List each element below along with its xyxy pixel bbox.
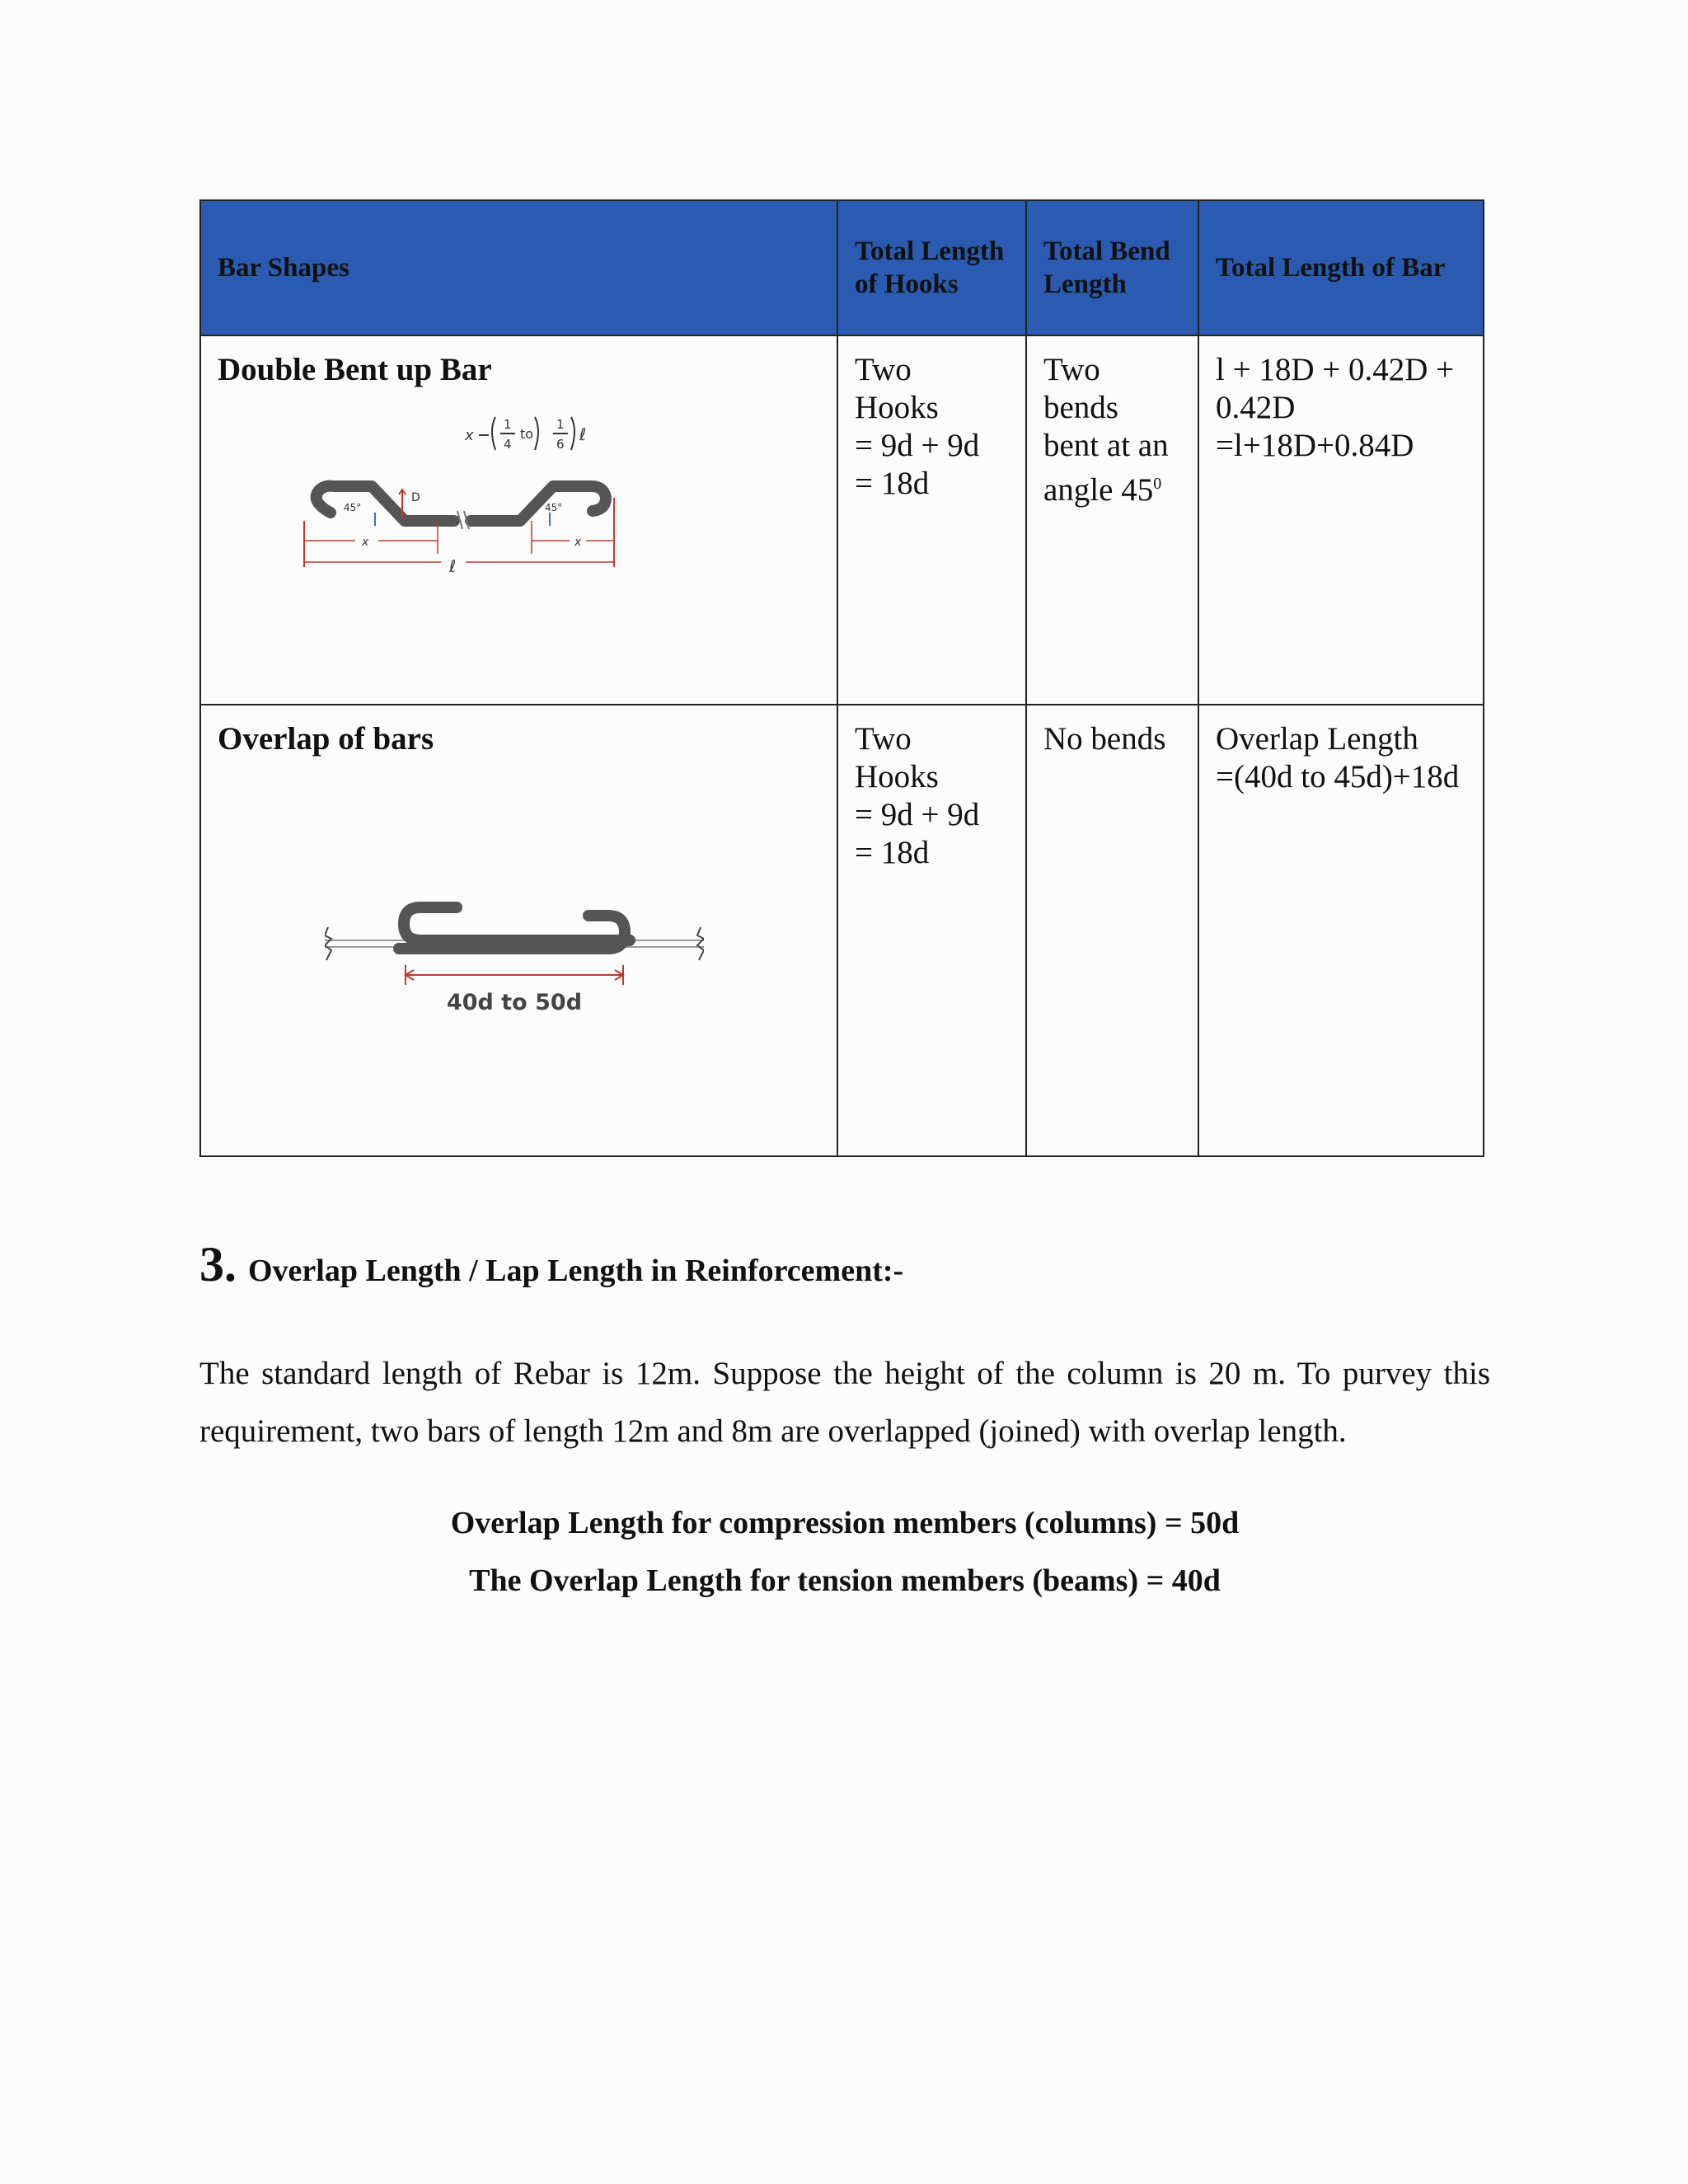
degree-superscript: 0: [1153, 475, 1162, 493]
bends-cell: [1026, 705, 1198, 1156]
total-length-cell: [1198, 335, 1484, 705]
figure-x-left: x: [362, 536, 369, 549]
figure-angle-right: 45°: [545, 502, 563, 513]
fraction-1-denominator: 4: [504, 437, 512, 452]
header-bar-shapes: Bar Shapes: [200, 200, 837, 335]
body-paragraph: The standard length of Rebar is 12m. Suppose the height of the column is 20 m. To purvey this requirement, two bars of length 12m and 8m are overlapped (joined) with overlap length.: [199, 1356, 1490, 1449]
fraction-to-label: to: [520, 426, 534, 442]
header-total-bend-length: Total Bend Length: [1026, 200, 1198, 335]
bar-shapes-table: [199, 199, 1484, 1157]
hooks-cell: [837, 705, 1026, 1156]
fraction-2-denominator: 6: [556, 437, 565, 452]
bends-cell: [1026, 335, 1198, 705]
overlap-length-label: 40d to 50d: [446, 990, 583, 1015]
bends-value: No bends: [1043, 721, 1166, 757]
total-length-cell: [1198, 705, 1484, 1156]
fraction-2-numerator: 1: [556, 417, 565, 432]
bends-value: [1043, 351, 1181, 509]
formula-tension: The Overlap Length for tension members (beams) = 40d: [469, 1563, 1221, 1598]
figure-d-label: D: [411, 491, 420, 504]
formula-compression: Overlap Length for compression members (columns) = 50d: [450, 1506, 1240, 1540]
section-heading: [199, 1236, 903, 1293]
figure-x-right: x: [574, 536, 582, 549]
section-title: Overlap Length / Lap Length in Reinforcement:-: [248, 1254, 904, 1288]
hooks-value: Two Hooks = 9d + 9d = 18d: [855, 352, 980, 501]
hooks-cell: [837, 335, 1026, 705]
table-row: [200, 335, 1484, 705]
figure-x-label: x: [465, 427, 474, 444]
header-total-length-of-bar: Total Length of Bar: [1198, 200, 1484, 335]
fraction-1-numerator: 1: [504, 417, 512, 432]
header-total-length-of-hooks: Total Length of Hooks: [837, 200, 1026, 335]
bends-text: Two bends bent at an angle 45: [1043, 352, 1169, 508]
shape-cell: [200, 705, 837, 1156]
shape-cell: [200, 335, 837, 705]
table-row: [200, 705, 1484, 1156]
section-number: 3.: [199, 1237, 237, 1291]
table-header-row: [200, 200, 1484, 335]
total-length-value: Overlap Length =(40d to 45d)+18d: [1216, 721, 1460, 794]
overlap-of-bars-figure: [325, 886, 704, 1034]
shape-name: Overlap of bars: [218, 721, 434, 757]
figure-l-label: ℓ: [579, 424, 587, 444]
figure-l-bottom: ℓ: [449, 556, 457, 576]
figure-angle-left: 45°: [344, 502, 362, 513]
shape-name: Double Bent up Bar: [218, 352, 492, 387]
total-length-value: l + 18D + 0.42D + 0.42D =l+18D+0.84D: [1216, 352, 1455, 463]
hooks-value: Two Hooks = 9d + 9d = 18d: [855, 721, 980, 870]
double-bent-up-bar-figure: [296, 397, 708, 636]
